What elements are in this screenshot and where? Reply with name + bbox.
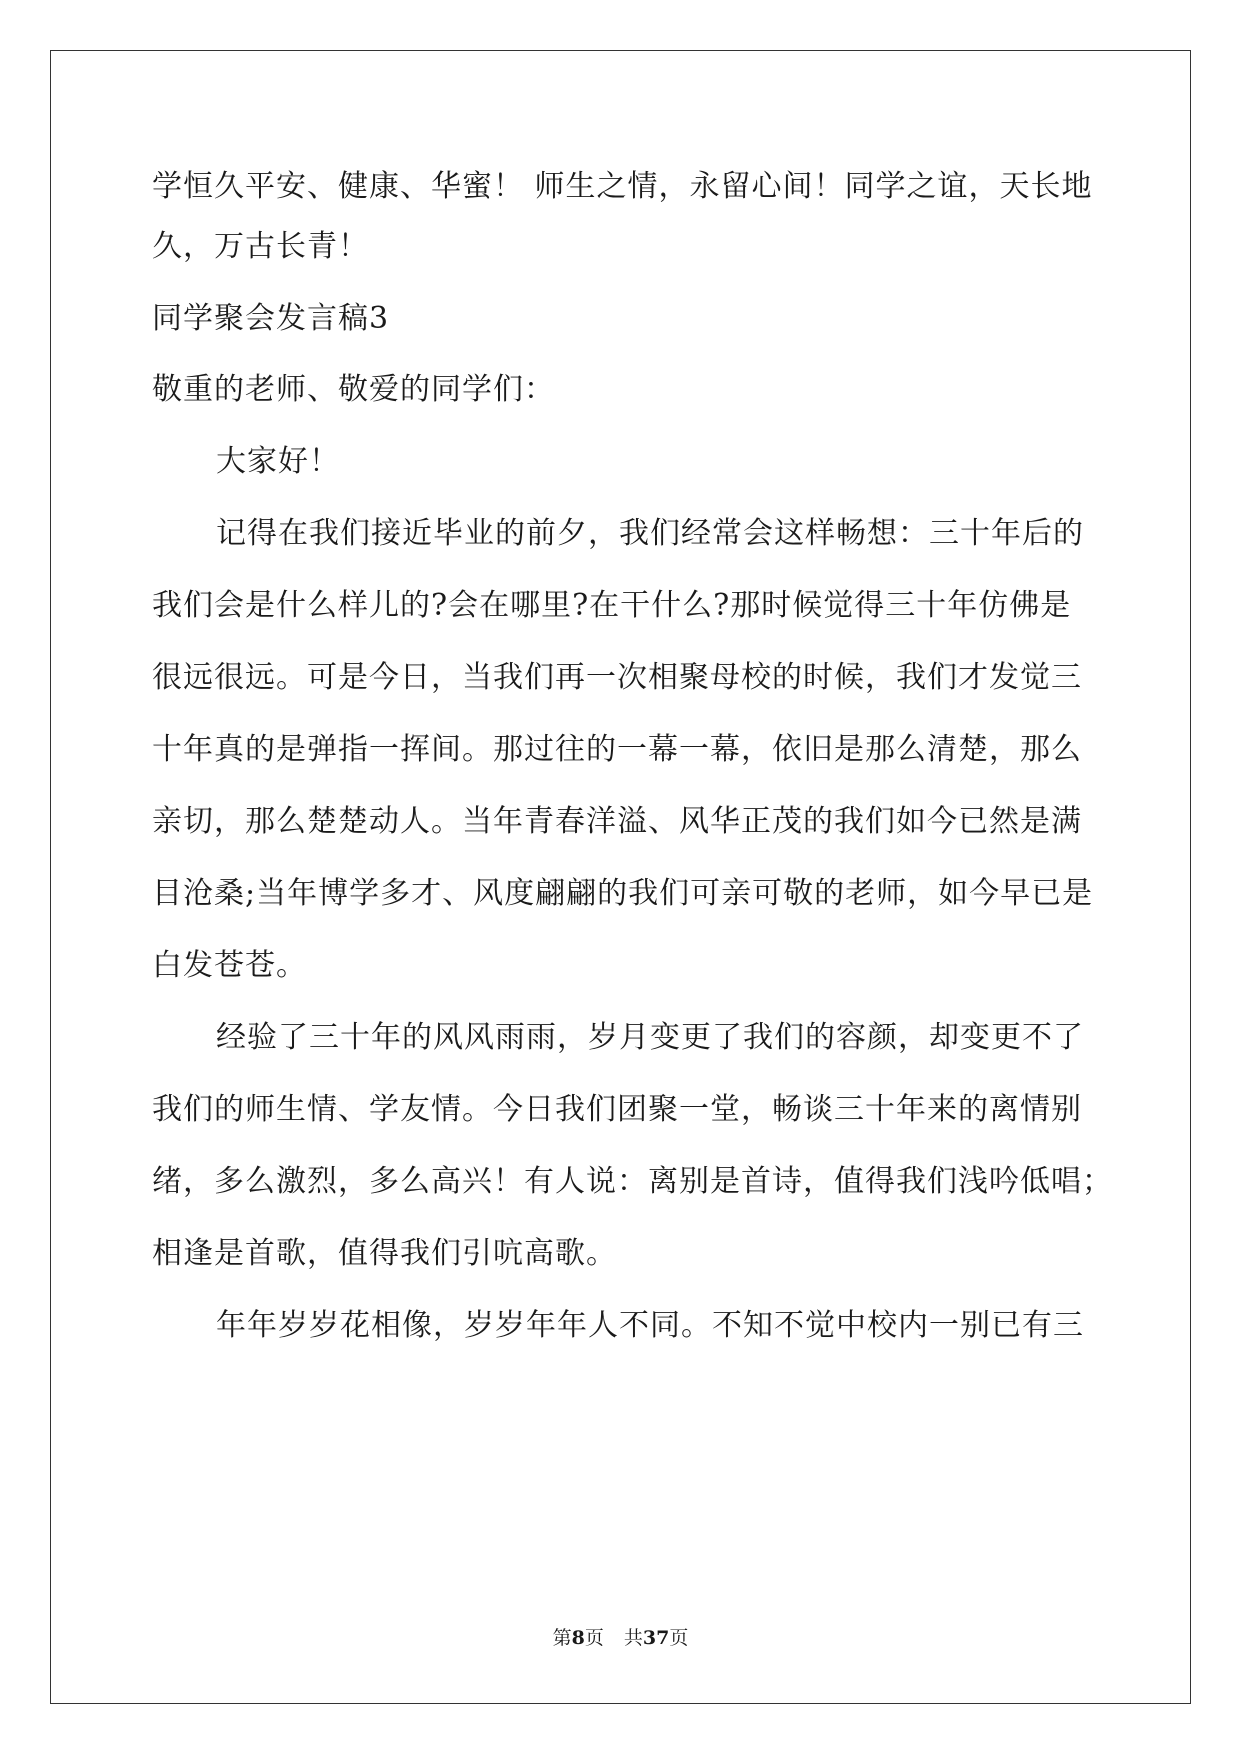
- paragraph-2-line-1: 经验了三十年的风风雨雨，岁月变更了我们的容颜，却变更不了: [216, 1020, 1084, 1055]
- paragraph-1-line-1: 记得在我们接近毕业的前夕，我们经常会这样畅想：三十年后的: [216, 516, 1084, 551]
- footer-total-suffix: 页: [669, 1627, 689, 1649]
- paragraph-1-line-5: 亲切，那么楚楚动人。当年青春洋溢、风华正茂的我们如今已然是满: [152, 804, 1082, 839]
- footer-prefix: 第: [552, 1627, 572, 1649]
- text-line-2: 久，万古长青！: [152, 229, 369, 264]
- total-page-count: 37: [642, 1627, 670, 1649]
- paragraph-2-line-2: 我们的师生情、学友情。今日我们团聚一堂，畅谈三十年来的离情别: [152, 1092, 1082, 1127]
- footer-page-suffix: 页: [584, 1627, 604, 1649]
- paragraph-3-line-1: 年年岁岁花相像，岁岁年年人不同。不知不觉中校内一别已有三: [216, 1308, 1084, 1343]
- paragraph-1-line-6: 目沧桑;当年博学多才、风度翩翩的我们可亲可敬的老师，如今早已是: [152, 876, 1094, 911]
- section-heading: 同学聚会发言稿3: [152, 301, 390, 336]
- footer-total-prefix: 共: [623, 1627, 643, 1649]
- greeting: 大家好！: [216, 444, 340, 479]
- paragraph-1-line-4: 十年真的是弹指一挥间。那过往的一幕一幕，依旧是那么清楚，那么: [152, 732, 1082, 767]
- page-footer: [0, 1626, 1241, 1650]
- text-line-1: 学恒久平安、健康、华蜜！ 师生之情，永留心间！同学之谊，天长地: [152, 169, 1093, 204]
- paragraph-1-line-7: 白发苍苍。: [152, 948, 307, 983]
- paragraph-2-line-4: 相逢是首歌，值得我们引吭高歌。: [152, 1236, 617, 1271]
- salutation: 敬重的老师、敬爱的同学们：: [152, 372, 555, 407]
- current-page-number: 8: [571, 1627, 585, 1649]
- paragraph-1-line-2: 我们会是什么样儿的?会在哪里?在干什么?那时候觉得三十年仿佛是: [152, 588, 1072, 623]
- paragraph-1-line-3: 很远很远。可是今日，当我们再一次相聚母校的时候，我们才发觉三: [152, 660, 1082, 695]
- paragraph-2-line-3: 绪，多么激烈，多么高兴！有人说：离别是首诗，值得我们浅吟低唱；: [152, 1164, 1113, 1199]
